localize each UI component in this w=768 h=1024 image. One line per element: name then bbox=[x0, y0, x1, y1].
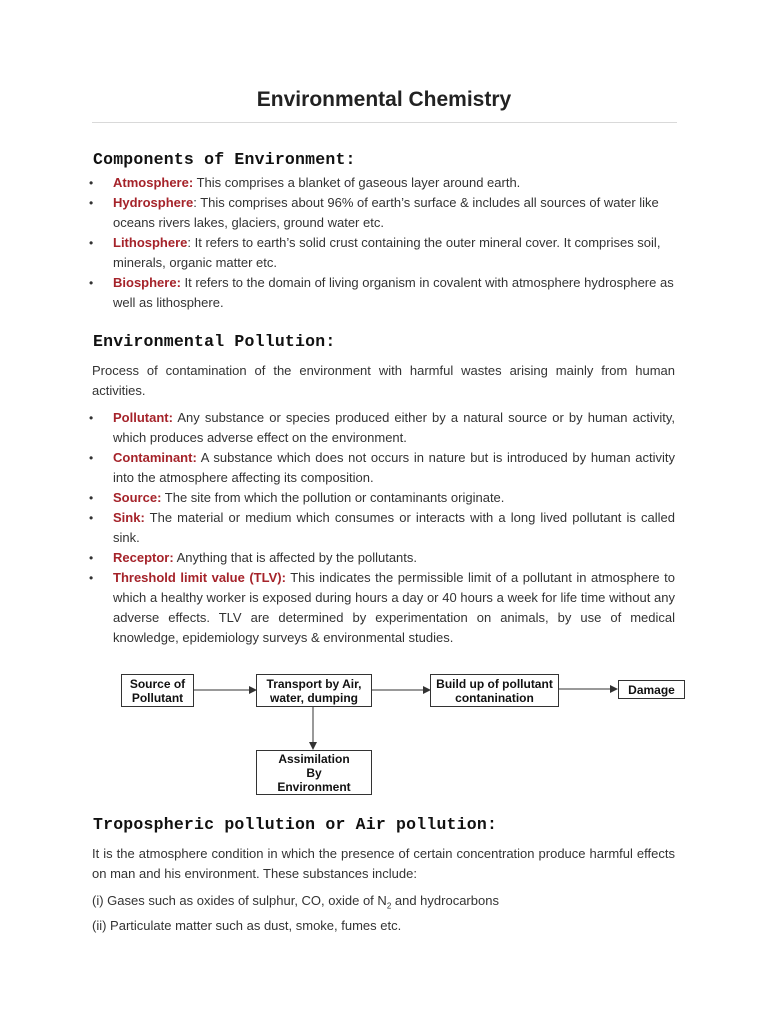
subscript: 2 bbox=[386, 901, 392, 911]
list-item bbox=[92, 273, 675, 313]
source-box: Source of Pollutant bbox=[121, 674, 194, 707]
gases-text: (i) Gases such as oxides of sulphur, CO, oxide of N bbox=[92, 893, 387, 908]
list-item bbox=[92, 488, 675, 508]
item-text: A substance which does not occurs in nature but is introduced by human activity into the atmosphere affecting its composition. bbox=[113, 450, 675, 485]
components-heading: Components of Environment: bbox=[93, 150, 356, 169]
air-pollution-heading: Tropospheric pollution or Air pollution: bbox=[93, 815, 498, 834]
list-item bbox=[92, 548, 675, 568]
item-text: : It refers to earth’s solid crust containing the outer mineral cover. It comprises soil, minerals, organic matter etc. bbox=[113, 235, 661, 270]
list-item bbox=[92, 568, 675, 648]
item-term: Threshold limit value (TLV): bbox=[113, 570, 286, 585]
assimilation-box: Assimilation By Environment bbox=[256, 750, 372, 795]
components-list bbox=[92, 173, 675, 313]
list-item bbox=[92, 233, 675, 273]
gases-text-end: and hydrocarbons bbox=[391, 893, 499, 908]
item-term: Pollutant: bbox=[113, 410, 173, 425]
list-item bbox=[92, 508, 675, 548]
item-term: Contaminant: bbox=[113, 450, 197, 465]
item-term: Lithosphere bbox=[113, 235, 188, 250]
air-pollution-intro: It is the atmosphere condition in which the presence of certain concentration produce harmful effects on man and his environment. These substances include: bbox=[92, 846, 675, 881]
air-item-gases bbox=[92, 891, 675, 917]
pollution-intro: Process of contamination of the environment with harmful wastes arising mainly from human activities. bbox=[92, 363, 675, 398]
item-text: : This comprises about 96% of earth’s surface & includes all sources of water like oceans rivers lakes, glaciers, ground water etc. bbox=[113, 195, 659, 230]
item-term: Sink: bbox=[113, 510, 145, 525]
title-divider bbox=[92, 122, 677, 123]
list-item bbox=[92, 448, 675, 488]
list-item bbox=[92, 173, 675, 193]
item-text: This comprises a blanket of gaseous layer around earth. bbox=[193, 175, 521, 190]
page-title: Environmental Chemistry bbox=[256, 88, 512, 111]
item-term: Biosphere: bbox=[113, 275, 181, 290]
item-text: The material or medium which consumes or interacts with a long lived pollutant is called sink. bbox=[113, 510, 675, 545]
item-term: Receptor: bbox=[113, 550, 174, 565]
item-term: Atmosphere: bbox=[113, 175, 194, 190]
damage-box: Damage bbox=[618, 680, 685, 699]
item-text: Anything that is affected by the pollutants. bbox=[173, 550, 417, 565]
transport-box: Transport by Air, water, dumping bbox=[256, 674, 372, 707]
pollution-list bbox=[92, 408, 675, 648]
pollution-heading: Environmental Pollution: bbox=[93, 332, 336, 351]
list-item bbox=[92, 408, 675, 448]
item-text: This indicates the permissible limit of a pollutant in atmosphere to which a healthy worker is exposed during hours a day or 40 hours a week for life time without any adverse effects. TLV are determined by experimentation on animals, by use of medical knowledge, epidemiology surveys & environmental studies. bbox=[113, 570, 675, 645]
item-text: It refers to the domain of living organism in covalent with atmosphere hydrosphere as well as lithosphere. bbox=[113, 275, 674, 310]
item-text: Any substance or species produced either by a natural source or by human activity, which produces adverse effect on the environment. bbox=[113, 410, 675, 445]
list-item bbox=[92, 193, 675, 233]
item-text: The site from which the pollution or contaminants originate. bbox=[161, 490, 505, 505]
buildup-box: Build up of pollutant contanination bbox=[430, 674, 559, 707]
item-term: Source: bbox=[113, 490, 162, 505]
air-item-particulate: (ii) Particulate matter such as dust, smoke, fumes etc. bbox=[92, 918, 402, 933]
item-term: Hydrosphere bbox=[113, 195, 194, 210]
